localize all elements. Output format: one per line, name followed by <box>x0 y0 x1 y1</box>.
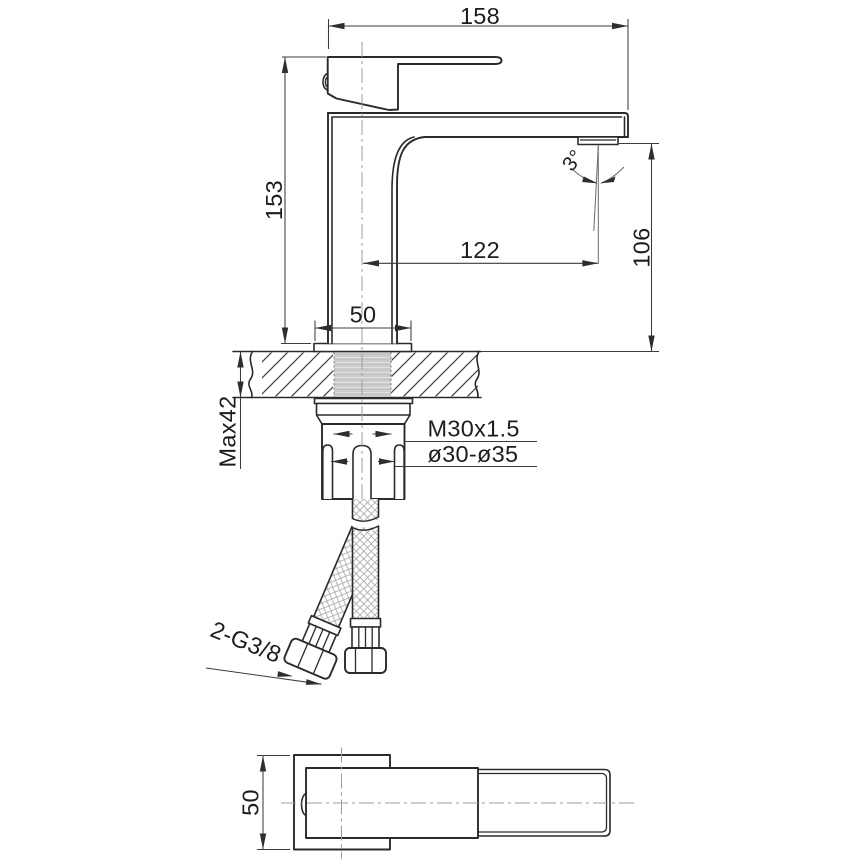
mounting-ring <box>317 404 411 416</box>
hose-connection-label: 2-G3/8 <box>206 616 286 668</box>
dim-counter-thickness <box>215 352 244 470</box>
dim-spout-reach <box>363 237 598 267</box>
handle-lever <box>323 57 502 110</box>
spray-angle-label: 3° <box>557 145 589 176</box>
dim-body-height-label: 153 <box>261 179 287 221</box>
base-plate <box>314 344 412 352</box>
break-line-left <box>249 352 253 398</box>
vertical-hose-hex-nut <box>345 648 386 673</box>
nut-taper <box>317 415 411 424</box>
bottom-view <box>238 748 635 859</box>
nut-stud-right <box>395 445 405 499</box>
spout-aerator <box>578 137 618 145</box>
countertop-section <box>233 352 659 398</box>
neck-outer-curve <box>397 137 425 344</box>
nut-stud-left <box>323 445 333 499</box>
aerator-outline <box>578 137 618 145</box>
dim-counter-thickness-label: Max42 <box>214 395 241 468</box>
side-view <box>206 3 659 685</box>
vertical-hose-braid <box>353 528 379 620</box>
handle-outline <box>328 57 502 110</box>
dim-base-width-label: 50 <box>349 301 377 328</box>
dim-bottom-width-label: 50 <box>237 789 264 816</box>
counter-hatch-right <box>392 353 479 397</box>
dim-spout-height-label: 106 <box>628 227 655 268</box>
dim-overall-width-label: 158 <box>459 3 501 29</box>
dim-body-height <box>261 57 326 344</box>
dim-spout-reach-label: 122 <box>459 237 501 263</box>
mounting-hardware <box>315 399 413 500</box>
hole-diameter-label: ø30-ø35 <box>427 441 519 467</box>
supply-hoses <box>283 499 387 680</box>
mounting-thread-label: M30x1.5 <box>427 415 520 442</box>
vertical-hose-ferrule <box>351 619 381 628</box>
vertical-hose-braid-top <box>353 499 379 520</box>
counter-hatch-left <box>262 353 333 397</box>
dim-spout-height <box>619 144 659 352</box>
annotation-spray-angle <box>558 145 624 263</box>
